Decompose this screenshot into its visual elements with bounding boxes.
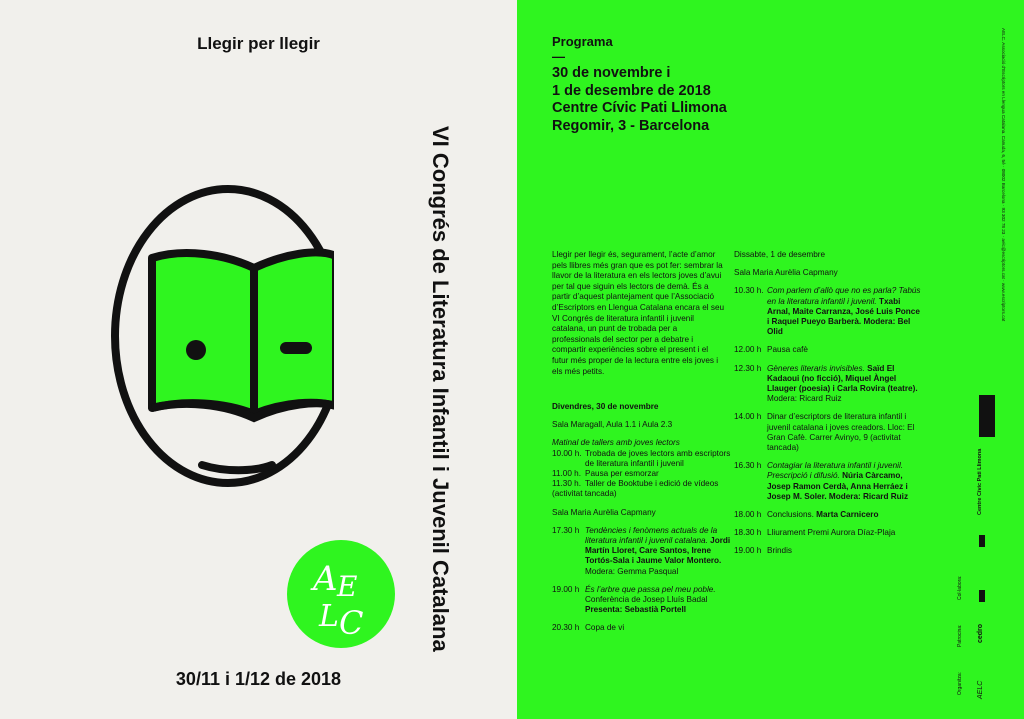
aelc-logo-mark	[287, 540, 395, 648]
friday-schedule	[552, 402, 732, 634]
patrocina-label: Patrocina:	[957, 624, 963, 647]
mouth	[202, 465, 272, 470]
svg-text:L: L	[319, 599, 339, 634]
friday-room-2: Sala Maria Aurèlia Capmany	[552, 507, 656, 517]
schedule-row: 10.30 h. Com parlem d’allò que no es parla? Tabús en la literatura infantil i juvenil. Txabi Arnal, Maite Carranza, José Luis Ponce i Raquel Pueyo Barberà. Modera: Bel Olid	[734, 286, 921, 337]
cedro-logo: cedro	[977, 623, 984, 643]
workshops-title: Matinal de tallers amb joves lectors	[552, 438, 680, 448]
friday-title: Divendres, 30 de novembre	[552, 402, 659, 411]
left-eye	[186, 340, 206, 360]
schedule-row: 20.30 h Copa de vi	[552, 623, 625, 633]
program-date-venue	[552, 65, 727, 135]
venue: Centre Cívic Pati Llimona	[552, 100, 727, 116]
saturday-schedule	[734, 250, 924, 557]
schedule-row: 11.30 h. Taller de Booktube i edició de vídeos	[552, 479, 719, 489]
schedule-row: 10.00 h. Trobada de joves lectors amb escriptors de literatura infantil i juvenil	[552, 448, 731, 468]
svg-text:C: C	[339, 604, 364, 642]
aelc-logo-circle	[287, 540, 395, 648]
pati-llimona-logo: Centre Cívic Pati Llimona	[977, 448, 983, 515]
event-date: 30/11 i 1/12 de 2018	[175, 669, 342, 689]
svg-text:E: E	[337, 570, 358, 603]
date-line-2: 1 de desembre de 2018	[552, 82, 711, 99]
institutional-logo	[979, 535, 985, 547]
schedule-row: 19.00 h És l’arbre que passa pel meu poble. Conferència de Josep Lluís Badal Presenta: Sebastià Portell	[552, 584, 716, 615]
schedule-row: 11.00 h. Pausa per esmorzar	[552, 469, 659, 479]
schedule-row: 19.00 h Brindis	[734, 546, 793, 556]
sponsor-strip	[955, 395, 1005, 705]
intro-paragraph: Llegir per llegir és, segurament, l’acte d’amor pels llibres més gran que es pot fer: sembrar la llavor de la literatura en els lectors joves d’avui per tal que siguin els lectors de demà. És a partir d’aquest plantejament que l’Associació d’Escriptors en Llengua Catalana encara el seu VI Congrés de literatura infantil i juvenil catalana, un punt de trobada per a professionals del sector per a debatre i compartir experiències sobre el present i el futur més proper de la lectura entre els joves i els més petits.	[552, 250, 725, 376]
culture-logo	[979, 590, 985, 602]
saturday-room: Sala Maria Aurèlia Capmany	[734, 268, 838, 278]
schedule-row: 17.30 h Tendències i fenòmens actuals de la literatura infantil i juvenil catalana. Jordi Martín Lloret, Care Santos, Irene Tortós-Sala i Jaume Valor Montero. Modera: Gemma Pasqual	[552, 525, 731, 576]
aelc-small-logo: AELC	[977, 680, 984, 699]
congress-title-vertical: VI Congrés de Literatura Infantil i Juvenil Catalana	[428, 126, 453, 652]
organitza-label: Organitza:	[957, 671, 963, 695]
svg-text:A: A	[313, 559, 338, 599]
program-heading: Programa	[552, 34, 613, 49]
date-line-1: 30 de novembre i	[552, 65, 671, 81]
saturday-title: Dissabte, 1 de desembre	[734, 250, 826, 259]
face-book-illustration	[104, 182, 334, 492]
book-left-page	[152, 253, 254, 414]
schedule-row: 12.00 h Pausa cafè	[734, 345, 808, 355]
closed-note: (activitat tancada)	[552, 489, 617, 499]
schedule-row: 14.00 h Dinar d’escriptors de literatura infantil i juvenil catalana i joves creadors. Lloc: El Gran Cafè. Carrer Avinyo, 9 (activitat tancada)	[734, 412, 915, 453]
schedule-row: 18.00 h Conclusions. Marta Carnicero	[734, 510, 879, 520]
program-dash: —	[552, 49, 565, 64]
book-right-page	[254, 252, 334, 414]
schedule-row: 16.30 h Contagiar la literatura infantil i juvenil. Prescripció i difusió. Núria Càrcamo, Josep Ramon Cerdà, Anna Herráez i Josep M. Soler. Modera: Ricard Ruiz	[734, 461, 909, 501]
schedule-row: 18.30 h Lliurament Premi Aurora Díaz-Plaja	[734, 528, 896, 538]
barcelona-logo	[979, 395, 995, 437]
right-eye	[280, 342, 312, 354]
schedule-row: 12.30 h Gèneres literaris invisibles. Saïd El Kadaoui (no ficció), Miquel Àngel Llauger (poesia) i Carla Rovira (teatre). Modera: Ricard Ruiz	[734, 363, 918, 404]
tagline: Llegir per llegir	[197, 34, 320, 53]
footer-address-vertical: AELC. Associació d’Escriptors en Llengua Catalana. Canuda, 6, 5è · 08002 Barcelona · 93 302 78 23 · aelc@escriptors.cat · www.escriptors.cat	[1001, 28, 1006, 322]
address: Regomir, 3 - Barcelona	[552, 117, 710, 134]
friday-room-1: Sala Maragall, Aula 1.1 i Aula 2.3	[552, 420, 673, 430]
collabora-label: Col·labora:	[957, 575, 963, 600]
